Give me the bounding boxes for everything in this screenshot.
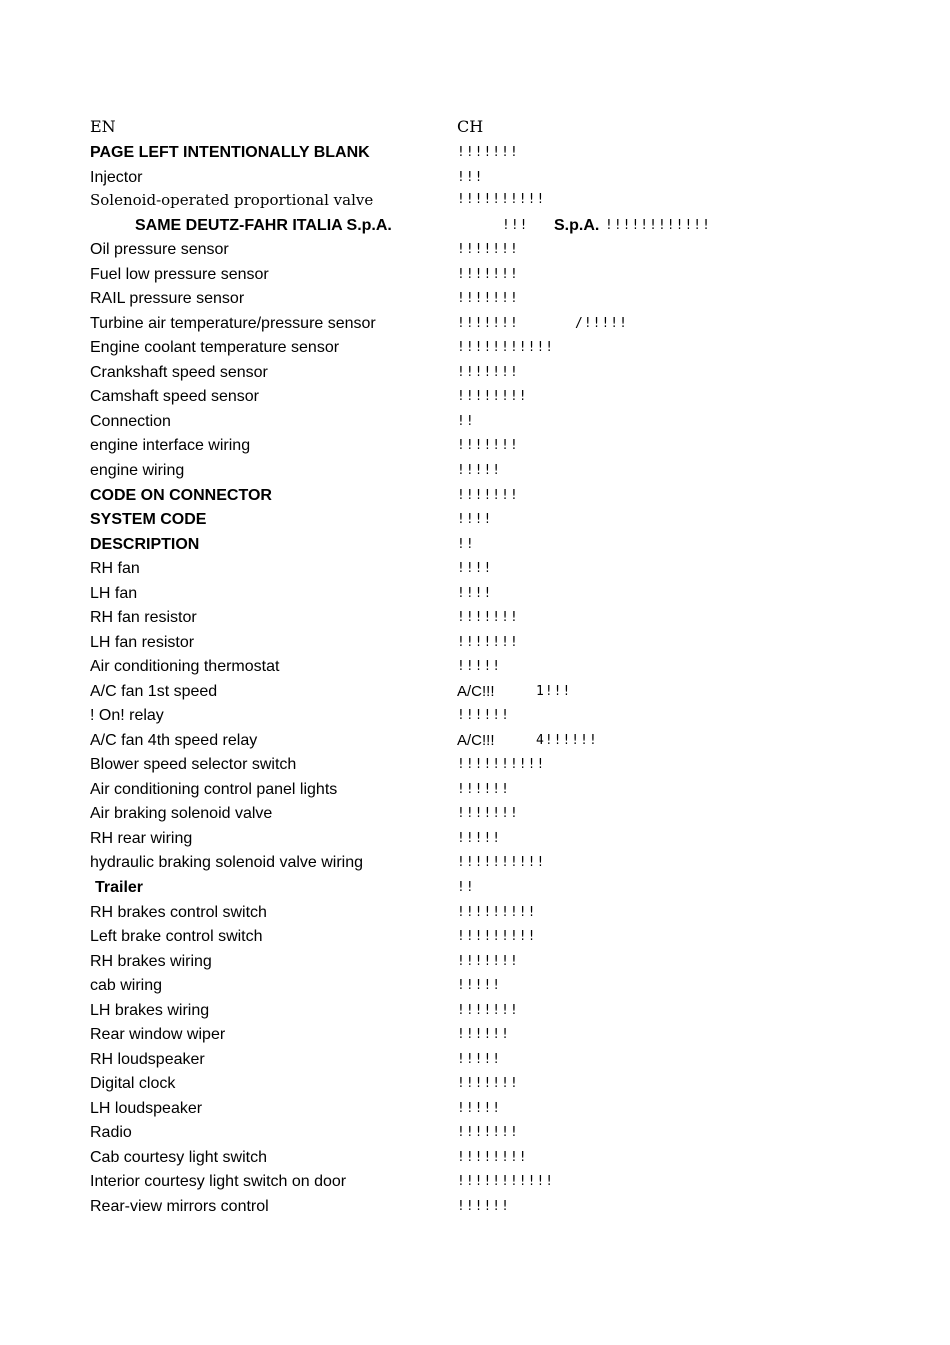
en-term: RH loudspeaker (90, 1051, 205, 1068)
table-row (0, 1123, 950, 1147)
en-term: LH fan resistor (90, 634, 195, 651)
en-term: RH fan resistor (90, 609, 197, 626)
en-term: Rear-view mirrors control (90, 1198, 269, 1215)
en-term: Air conditioning control panel lights (90, 781, 338, 798)
ch-term: ǃǃǃǃǃǃǃ (457, 806, 519, 821)
en-term: LH loudspeaker (90, 1100, 203, 1117)
ch-term: ǃǃǃǃǃ (457, 978, 502, 993)
ch-term: ǃǃǃ (457, 170, 484, 185)
en-term: Crankshaft speed sensor (90, 364, 268, 381)
table-row (0, 829, 950, 853)
en-term: engine interface wiring (90, 437, 251, 454)
ch-term: ǃǃǃǃǃǃǃ (457, 1125, 519, 1140)
ch-term: ǃǃǃǃ (457, 512, 493, 527)
en-term: A/C fan 4th speed relay (90, 732, 258, 749)
en-term: Interior courtesy light switch on door (90, 1173, 347, 1190)
ch-term: ǃǃǃǃǃǃ (457, 708, 510, 723)
table-row (0, 608, 950, 632)
ch-term: ǃǃǃǃǃǃǃ (457, 291, 519, 306)
table-row (0, 486, 950, 510)
table-row (0, 1197, 950, 1221)
ch-term: ǃǃǃǃǃǃǃǃǃǃ (457, 757, 546, 772)
ch-term: ǃǃǃǃǃ (457, 1052, 502, 1067)
table-row (0, 853, 950, 877)
table-row (0, 412, 950, 436)
table-row (0, 387, 950, 411)
ch-term: ǃǃǃǃǃǃǃ (457, 145, 519, 160)
table-row (0, 1001, 950, 1025)
table-row (0, 190, 950, 214)
table-row (0, 1025, 950, 1049)
en-term: hydraulic braking solenoid valve wiring (90, 854, 364, 871)
table-row (0, 1074, 950, 1098)
en-term: LH fan (90, 585, 138, 602)
en-term: Fuel low pressure sensor (90, 266, 269, 283)
table-row (0, 1148, 950, 1172)
ch-term: ǃǃǃǃǃ (457, 831, 502, 846)
table-row (0, 903, 950, 927)
en-term: PAGE LEFT INTENTIONALLY BLANK (90, 144, 370, 161)
table-row (0, 363, 950, 387)
en-term: Solenoid-operated proportional valve (90, 191, 374, 209)
table-row (0, 338, 950, 362)
ch-term: 4ǃǃǃǃǃǃ (536, 733, 598, 748)
table-row (0, 559, 950, 583)
table-row (0, 633, 950, 657)
en-term: Oil pressure sensor (90, 241, 229, 258)
en-term: DESCRIPTION (90, 536, 200, 553)
ch-term: ǃǃǃǃǃǃǃ (457, 242, 519, 257)
table-row (0, 804, 950, 828)
en-term: RH brakes control switch (90, 904, 267, 921)
column-header-en: EN (90, 117, 116, 136)
ch-term: ǃǃǃǃǃǃǃǃǃǃǃ (457, 1174, 555, 1189)
table-row (0, 143, 950, 167)
en-term: Engine coolant temperature sensor (90, 339, 340, 356)
en-term: RH rear wiring (90, 830, 193, 847)
ch-term: A/Cǃǃǃ (457, 732, 495, 749)
table-row (0, 240, 950, 264)
ch-term: ǃǃǃǃǃǃǃ (457, 365, 519, 380)
table-row (0, 289, 950, 313)
en-term: Digital clock (90, 1075, 176, 1092)
ch-term: ǃǃǃǃǃǃǃǃ (457, 389, 528, 404)
table-row (0, 952, 950, 976)
table-row (0, 1099, 950, 1123)
table-row (0, 461, 950, 485)
table-row (0, 510, 950, 534)
en-term: cab wiring (90, 977, 163, 994)
ch-term: ǃǃǃǃǃǃ (457, 1027, 510, 1042)
en-term: engine wiring (90, 462, 185, 479)
ch-term: ǃǃǃǃǃǃǃ (457, 954, 519, 969)
table-row (0, 878, 950, 902)
en-term: RH fan (90, 560, 140, 577)
column-header-ch: CH (457, 117, 484, 136)
table-row (0, 535, 950, 559)
ch-term: ǃǃ (457, 537, 475, 552)
table-row (0, 436, 950, 460)
en-term: ǃ Onǃ relay (90, 707, 164, 724)
ch-term: ǃǃǃǃǃǃǃ (457, 316, 519, 331)
ch-term: ǃǃǃǃ (457, 586, 493, 601)
ch-term: ǃǃǃǃǃǃǃ (457, 610, 519, 625)
en-term: Radio (90, 1124, 132, 1141)
ch-term-company-suffix: S.p.A. (554, 217, 600, 234)
ch-term: ǃǃǃǃǃǃǃ (457, 438, 519, 453)
en-term: CODE ON CONNECTOR (90, 487, 272, 504)
table-row (0, 216, 950, 240)
ch-term: ǃǃǃǃǃǃ (457, 782, 510, 797)
en-term: Air conditioning thermostat (90, 658, 280, 675)
table-row (0, 657, 950, 681)
ch-term: ǃǃǃǃǃ (457, 463, 502, 478)
ch-term: ǃǃǃǃǃǃǃǃǃǃǃ (457, 340, 555, 355)
table-row (0, 1050, 950, 1074)
ch-term: ǃǃǃ (502, 218, 529, 233)
ch-term: ǃǃǃǃǃǃ (457, 1199, 510, 1214)
en-term: Blower speed selector switch (90, 756, 297, 773)
en-term: A/C fan 1st speed (90, 683, 218, 700)
table-row (0, 780, 950, 804)
table-row (0, 706, 950, 730)
column-header-row (0, 117, 950, 141)
en-term: Rear window wiper (90, 1026, 226, 1043)
ch-term: ǃǃ (457, 880, 475, 895)
table-row (0, 168, 950, 192)
ch-term: ǃǃǃǃǃǃǃ (457, 1003, 519, 1018)
table-row (0, 682, 950, 706)
table-row (0, 314, 950, 338)
ch-term: ǃǃǃǃǃǃǃ (457, 267, 519, 282)
en-term: SYSTEM CODE (90, 511, 207, 528)
en-term: Air braking solenoid valve (90, 805, 273, 822)
ch-term: ǃǃǃǃǃǃǃ (457, 488, 519, 503)
ch-term: ǃǃǃǃ (457, 561, 493, 576)
en-term: Injector (90, 169, 143, 186)
ch-term: ǃǃǃǃǃǃǃǃǃǃ (457, 855, 546, 870)
en-term: RH brakes wiring (90, 953, 212, 970)
ch-term: ǃǃǃǃǃ (457, 659, 502, 674)
ch-term: ǃǃǃǃǃǃǃǃǃ (457, 929, 537, 944)
en-term: Trailer (95, 879, 144, 896)
company-name: SAME DEUTZ-FAHR ITALIA S.p.A. (135, 217, 392, 234)
ch-term: 1ǃǃǃ (536, 684, 572, 699)
ch-term: ǃǃǃǃǃǃǃǃǃ (457, 905, 537, 920)
table-row (0, 584, 950, 608)
table-row (0, 1172, 950, 1196)
en-term: LH brakes wiring (90, 1002, 210, 1019)
en-term: Camshaft speed sensor (90, 388, 259, 405)
ch-term: ǃǃǃǃǃǃǃǃǃǃ (457, 192, 546, 207)
table-row (0, 927, 950, 951)
ch-term: ǃǃ (457, 414, 475, 429)
ch-term: ǃǃǃǃǃǃǃǃ (457, 1150, 528, 1165)
en-term: Turbine air temperature/pressure sensor (90, 315, 376, 332)
ch-term: A/Cǃǃǃ (457, 683, 495, 700)
en-term: Cab courtesy light switch (90, 1149, 267, 1166)
table-row (0, 265, 950, 289)
ch-term: ǃǃǃǃǃǃǃ (457, 1076, 519, 1091)
table-row (0, 976, 950, 1000)
en-term: Left brake control switch (90, 928, 263, 945)
ch-term: /ǃǃǃǃǃ (575, 316, 628, 331)
table-row (0, 755, 950, 779)
table-row (0, 731, 950, 755)
ch-term: ǃǃǃǃǃǃǃǃǃǃǃǃ (605, 218, 711, 233)
ch-term: ǃǃǃǃǃǃǃ (457, 635, 519, 650)
en-term: RAIL pressure sensor (90, 290, 245, 307)
ch-term: ǃǃǃǃǃ (457, 1101, 502, 1116)
en-term: Connection (90, 413, 171, 430)
